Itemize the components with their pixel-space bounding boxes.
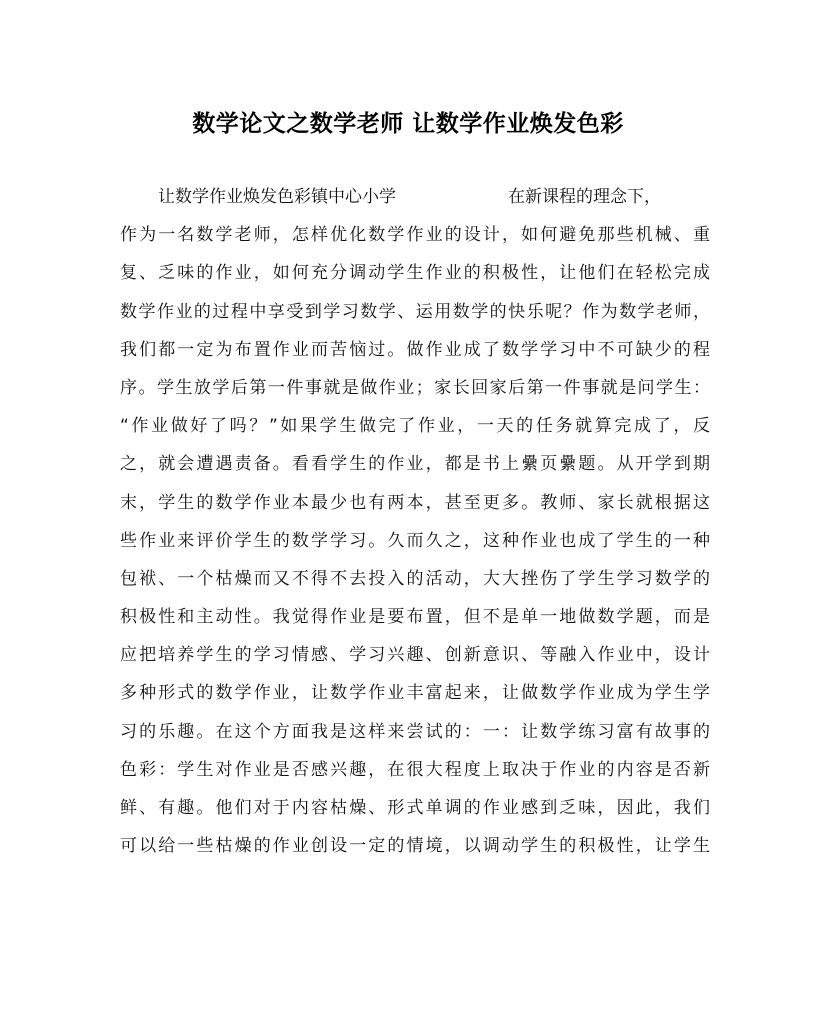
paragraph-line: 我们都一定为布置作业而苦恼过。做作业成了数学学习中不可缺少的程 <box>120 339 710 360</box>
paragraph-line: 应把培养学生的学习情感、学习兴趣、创新意识、等融入作业中，设计 <box>120 645 710 666</box>
paragraph-line: 鲜、有趣。他们对于内容枯燥、形式单调的作业感到乏味，因此，我们 <box>120 798 710 818</box>
paragraph-lead-text-continued: 在新课程的理念下， <box>508 187 661 207</box>
document-title: 数学论文之数学老师 让数学作业焕发色彩 <box>192 110 624 137</box>
paragraph-line: 之，就会遭遇责备。看看学生的作业，都是书上纍页纍题。从开学到期 <box>120 454 710 475</box>
paragraph-line: 作为一名数学老师，怎样优化数学作业的设计，如何避免那些机械、重 <box>120 225 710 246</box>
paragraph-line: 复、乏味的作业，如何充分调动学生作业的积极性，让他们在轻松完成 <box>120 263 710 284</box>
paragraph-line: 末，学生的数学作业本最少也有两本，甚至更多。教师、家长就根据这 <box>120 492 710 513</box>
paragraph-line: 可以给一些枯燥的作业创设一定的情境，以调动学生的积极性，让学生 <box>120 836 710 857</box>
document-body <box>120 178 710 865</box>
paragraph-line: 包袱、一个枯燥而又不得不去投入的活动，大大挫伤了学生学习数学的 <box>120 568 710 589</box>
paragraph-lead-text: 让数学作业焕发色彩镇中心小学 <box>158 187 396 207</box>
paragraph-line-first <box>120 178 710 216</box>
paragraph-line: 序。学生放学后第一件事就是做作业；家长回家后第一件事就是问学生： <box>120 377 710 398</box>
paragraph-line: 数学作业的过程中享受到学习数学、运用数学的快乐呢？作为数学老师， <box>120 301 710 322</box>
paragraph-line: 积极性和主动性。我觉得作业是要布置，但不是单一地做数学题，而是 <box>120 607 710 628</box>
paragraph-line: 色彩：学生对作业是否感兴趣，在很大程度上取决于作业的内容是否新 <box>120 759 710 780</box>
paragraph-line: 多种形式的数学作业，让数学作业丰富起来，让做数学作业成为学生学 <box>120 683 710 704</box>
paragraph-line: 些作业来评价学生的数学学习。久而久之，这种作业也成了学生的一种 <box>120 530 710 551</box>
paragraph-line: 习的乐趣。在这个方面我是这样来尝试的：一：让数学练习富有故事的 <box>120 721 710 742</box>
paragraph-line: “作业做好了吗？”如果学生做完了作业，一天的任务就算完成了，反 <box>120 416 710 437</box>
